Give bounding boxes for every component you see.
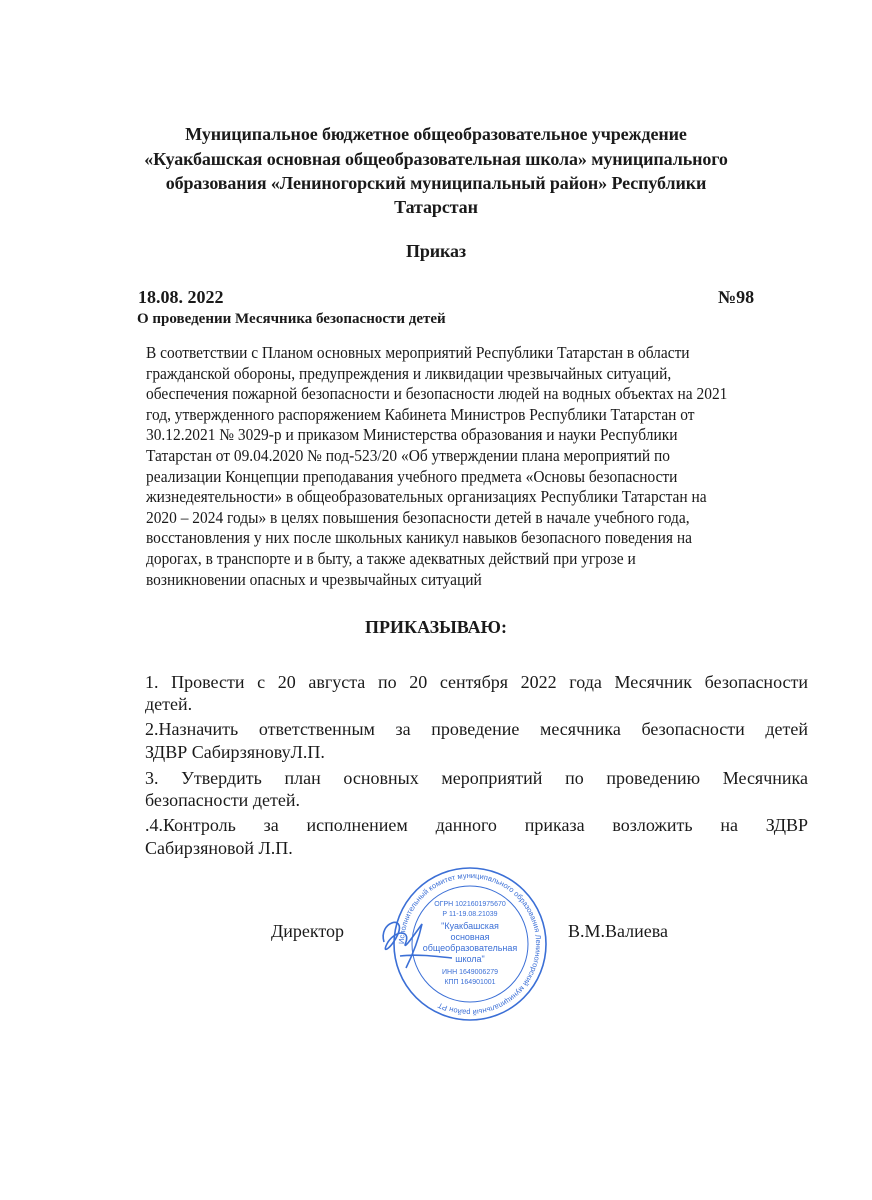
svg-text:школа": школа" bbox=[455, 954, 485, 964]
order-item-line: .4.Контроль за исполнением данного приказа возложить на ЗДВР bbox=[145, 815, 808, 835]
order-item-line: безопасности детей. bbox=[145, 790, 300, 810]
order-item-line: 1. Провести с 20 августа по 20 сентября 2022 года Месячник безопасности bbox=[145, 672, 808, 692]
order-subject: О проведении Месячника безопасности детей bbox=[137, 311, 446, 327]
preamble-line: восстановления у них после школьных каникул навыков безопасного поведения на bbox=[146, 528, 692, 548]
preamble-line: Татарстан от 09.04.2020 № под-523/20 «Об утверждении плана мероприятий по bbox=[146, 446, 671, 465]
preamble-line: реализации Концепции преподавания учебного предмета «Основы безопасности bbox=[146, 466, 678, 486]
svg-text:Р 11-19.08.21039: Р 11-19.08.21039 bbox=[442, 911, 498, 918]
header-line: образования «Лениногорский муниципальный район» Республики bbox=[165, 173, 707, 193]
order-word: ПРИКАЗЫВАЮ: bbox=[365, 617, 507, 637]
order-date: 18.08. 2022 bbox=[138, 287, 224, 307]
signature-name: В.М.Валиева bbox=[568, 921, 669, 941]
preamble-line: год, утвержденного распоряжением Кабинета Министров Республики Татарстан от bbox=[146, 404, 695, 424]
preamble-line: 2020 – 2024 годы» в целях повышения безопасности детей в начале учебного года, bbox=[146, 507, 690, 527]
preamble-line: гражданской обороны, предупреждения и ликвидации чрезвычайных ситуаций, bbox=[146, 363, 672, 383]
preamble-line: 30.12.2021 № 3029-р и приказом Министерства образования и науки Республики bbox=[146, 425, 678, 445]
header-line: Татарстан bbox=[394, 197, 478, 217]
order-item-line: 3. Утвердить план основных мероприятий по проведению Месячника bbox=[145, 768, 808, 788]
order-item-line: 2.Назначить ответственным за проведение месячника безопасности детей bbox=[145, 719, 808, 739]
svg-text:КПП 164901001: КПП 164901001 bbox=[444, 979, 496, 986]
svg-text:основная: основная bbox=[450, 932, 490, 942]
header-line: «Куакбашская основная общеобразовательная школа» муниципального bbox=[144, 149, 728, 169]
svg-text:ОГРН 1021601975670: ОГРН 1021601975670 bbox=[434, 901, 506, 908]
order-item-line: ЗДВР СабирзяновуЛ.П. bbox=[145, 742, 325, 762]
header-line: Муниципальное бюджетное общеобразовательное учреждение bbox=[185, 124, 687, 144]
signature-position: Директор bbox=[271, 921, 345, 941]
svg-text:Исполнительный комитет муницип: Исполнительный комитет муниципального образования Лениногорский муниципальный район РТ bbox=[396, 870, 544, 1018]
preamble-line: жизнедеятельности» в общеобразовательных организациях Республики Татарстан на bbox=[146, 487, 707, 507]
document-type: Приказ bbox=[405, 241, 467, 261]
svg-text:ИНН 1649006279: ИНН 1649006279 bbox=[441, 969, 499, 976]
preamble-line: обеспечения пожарной безопасности и безопасности людей на водных объектах на 2021 bbox=[146, 384, 728, 404]
order-number: №98 bbox=[718, 287, 755, 307]
svg-text:"Куакбашская: "Куакбашская bbox=[441, 921, 499, 931]
order-item-line: детей. bbox=[145, 694, 193, 714]
preamble-line: возникновении опасных и чрезвычайных ситуаций bbox=[146, 569, 482, 589]
order-item-line: Сабирзяновой Л.П. bbox=[145, 838, 293, 858]
preamble-line: В соответствии с Планом основных мероприятий Республики Татарстан в области bbox=[146, 343, 690, 362]
preamble-line: дорогах, в транспорте и в быту, а также адекватных действий при угрозе и bbox=[146, 549, 636, 568]
handwritten-signature bbox=[376, 912, 456, 972]
svg-text:общеобразовательная: общеобразовательная bbox=[422, 943, 518, 953]
